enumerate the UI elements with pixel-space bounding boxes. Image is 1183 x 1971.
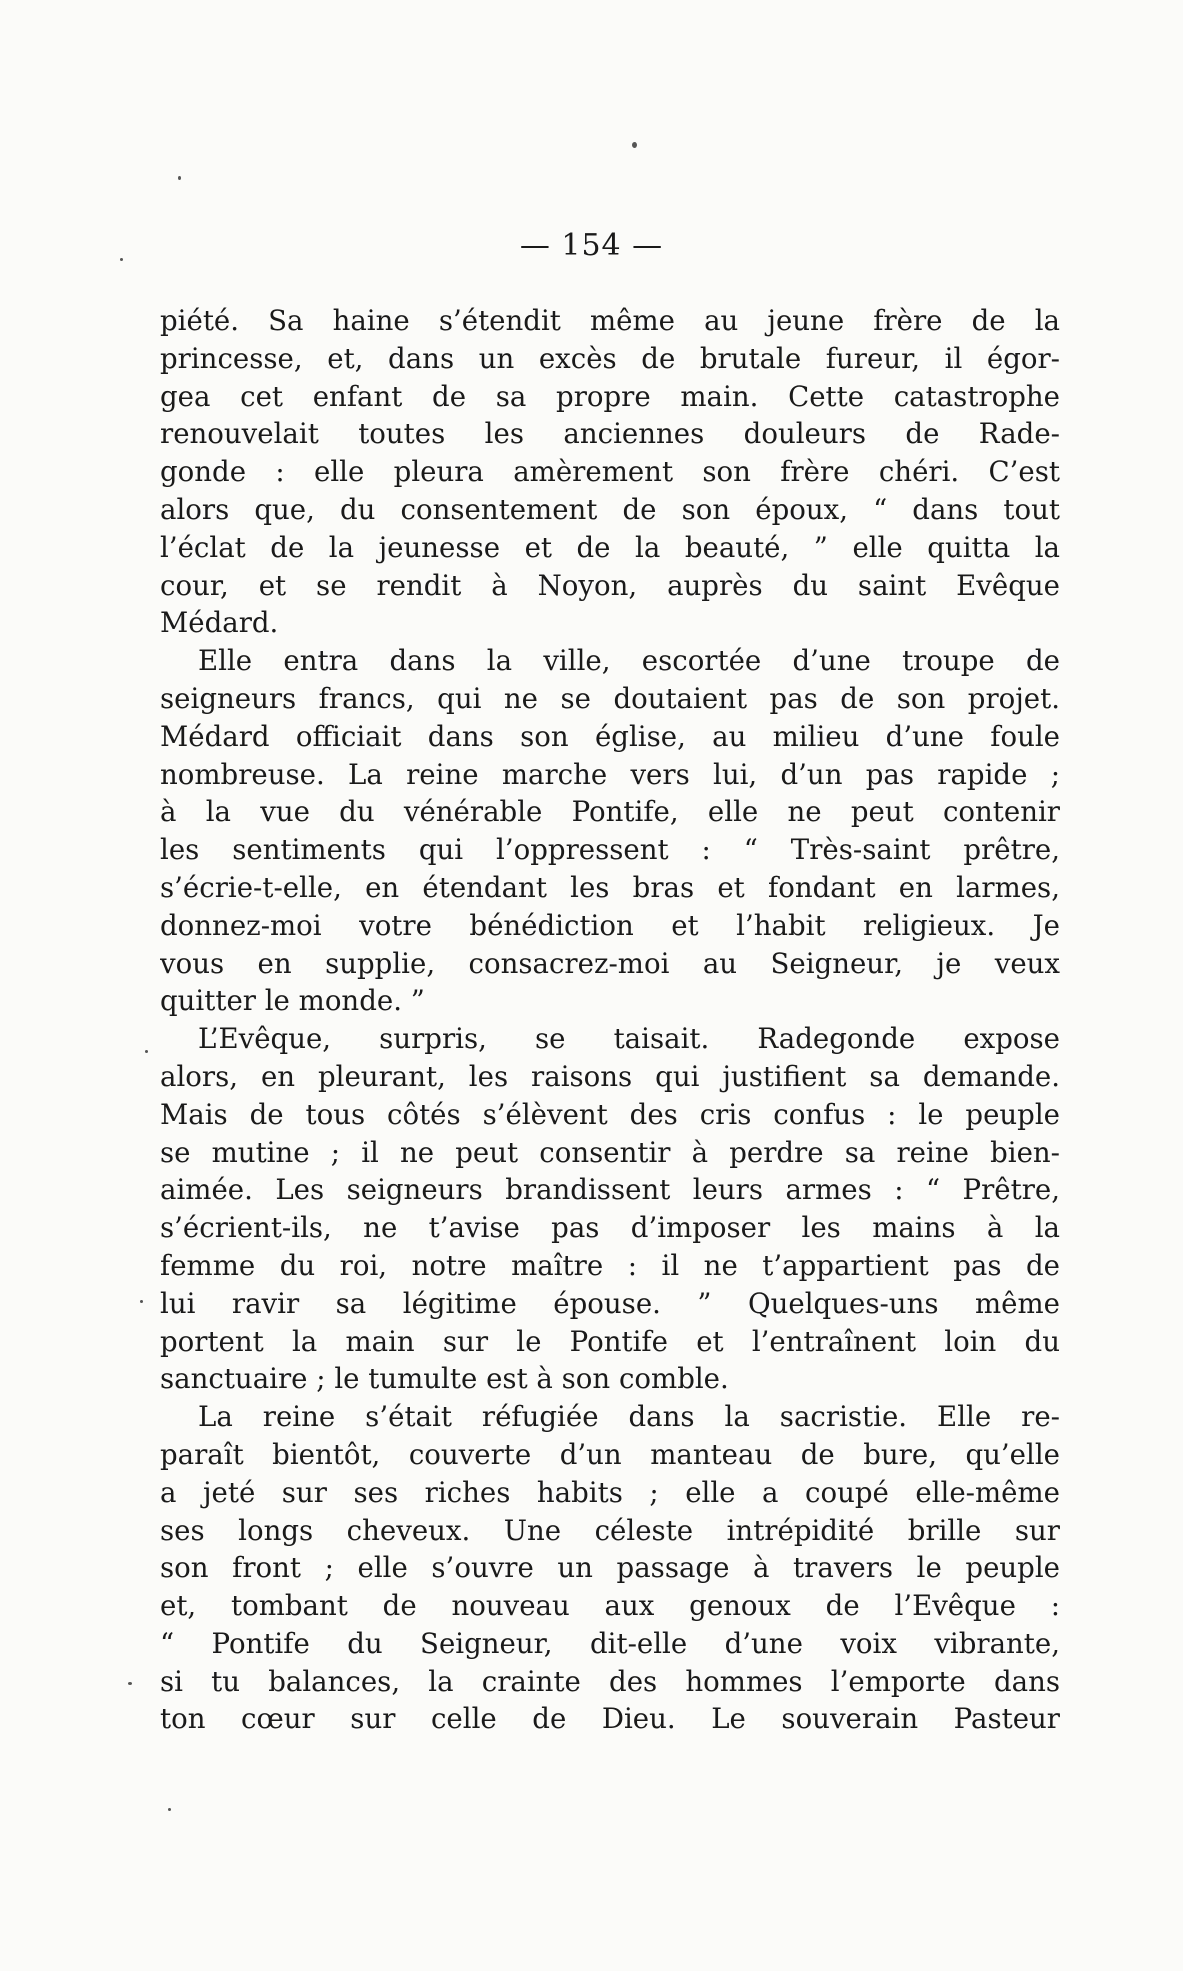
print-speck — [168, 1808, 171, 1811]
text-line: L’Evêque, surpris, se taisait. Radegonde expose — [198, 1022, 1060, 1056]
body-text — [160, 302, 1060, 1738]
text-line: ton cœur sur celle de Dieu. Le souverain Pasteur — [160, 1702, 1060, 1736]
text-line: La reine s’était réfugiée dans la sacristie. Elle re- — [198, 1400, 1060, 1434]
text-line: nombreuse. La reine marche vers lui, d’un pas rapide ; — [160, 757, 1060, 791]
text-line: piété. Sa haine s’étendit même au jeune frère de la — [160, 304, 1060, 337]
text-line: gonde : elle pleura amèrement son frère chéri. C’est — [160, 455, 1060, 489]
print-speck — [632, 142, 637, 148]
text-line: vous en supplie, consacrez-moi au Seigneur, je veux — [160, 946, 1060, 980]
text-line: ses longs cheveux. Une céleste intrépidité brille sur — [160, 1513, 1060, 1547]
text-line: portent la main sur le Pontife et l’entraînent loin du — [160, 1324, 1060, 1358]
print-speck — [128, 1682, 132, 1685]
text-line: se mutine ; il ne peut consentir à perdre sa reine bien- — [160, 1135, 1060, 1169]
text-line: Médard. — [160, 606, 279, 640]
text-line: alors, en pleurant, les raisons qui justifient sa demande. — [160, 1059, 1060, 1093]
text-line: renouvelait toutes les anciennes douleurs de Rade- — [160, 417, 1060, 451]
text-line: à la vue du vénérable Pontife, elle ne peut contenir — [160, 795, 1060, 829]
text-line: a jeté sur ses riches habits ; elle a coupé elle-même — [160, 1475, 1060, 1509]
text-line: cour, et se rendit à Noyon, auprès du saint Evêque — [160, 568, 1060, 602]
text-line: alors que, du consentement de son époux, “ dans tout — [160, 492, 1060, 526]
text-line: si tu balances, la crainte des hommes l’emporte dans — [160, 1664, 1060, 1698]
text-line: seigneurs francs, qui ne se doutaient pas de son projet. — [160, 681, 1060, 715]
text-line: quitter le monde. ” — [160, 984, 425, 1018]
text-line: s’écrient-ils, ne t’avise pas d’imposer les mains à la — [160, 1211, 1060, 1245]
text-line: son front ; elle s’ouvre un passage à travers le peuple — [160, 1551, 1060, 1585]
text-line: Mais de tous côtés s’élèvent des cris confus : le peuple — [160, 1097, 1060, 1131]
text-line: Elle entra dans la ville, escortée d’une troupe de — [198, 644, 1060, 678]
text-line: lui ravir sa légitime épouse. ” Quelques-uns même — [160, 1286, 1060, 1320]
print-speck — [145, 1050, 148, 1053]
text-line: s’écrie-t-elle, en étendant les bras et fondant en larmes, — [160, 870, 1060, 904]
print-speck — [140, 1300, 143, 1303]
text-line: et, tombant de nouveau aux genoux de l’Evêque : — [160, 1589, 1060, 1623]
text-line: femme du roi, notre maître : il ne t’appartient pas de — [160, 1248, 1060, 1282]
text-line: sanctuaire ; le tumulte est à son comble. — [160, 1362, 729, 1396]
text-line: Médard officiait dans son église, au milieu d’une foule — [160, 719, 1060, 753]
print-speck — [178, 176, 181, 180]
text-line: princesse, et, dans un excès de brutale fureur, il égor- — [160, 341, 1060, 375]
text-line: gea cet enfant de sa propre main. Cette catastrophe — [160, 379, 1060, 413]
print-speck — [120, 258, 123, 261]
text-line: les sentiments qui l’oppressent : “ Très-saint prêtre, — [160, 833, 1060, 867]
text-line: aimée. Les seigneurs brandissent leurs armes : “ Prêtre, — [160, 1173, 1060, 1207]
text-line: donnez-moi votre bénédiction et l’habit religieux. Je — [160, 908, 1060, 942]
text-line: l’éclat de la jeunesse et de la beauté, ” elle quitta la — [160, 530, 1060, 564]
page-number: — 154 — — [519, 228, 664, 263]
text-line: paraît bientôt, couverte d’un manteau de bure, qu’elle — [160, 1437, 1060, 1471]
text-line: “ Pontife du Seigneur, dit-elle d’une voix vibrante, — [160, 1626, 1060, 1660]
